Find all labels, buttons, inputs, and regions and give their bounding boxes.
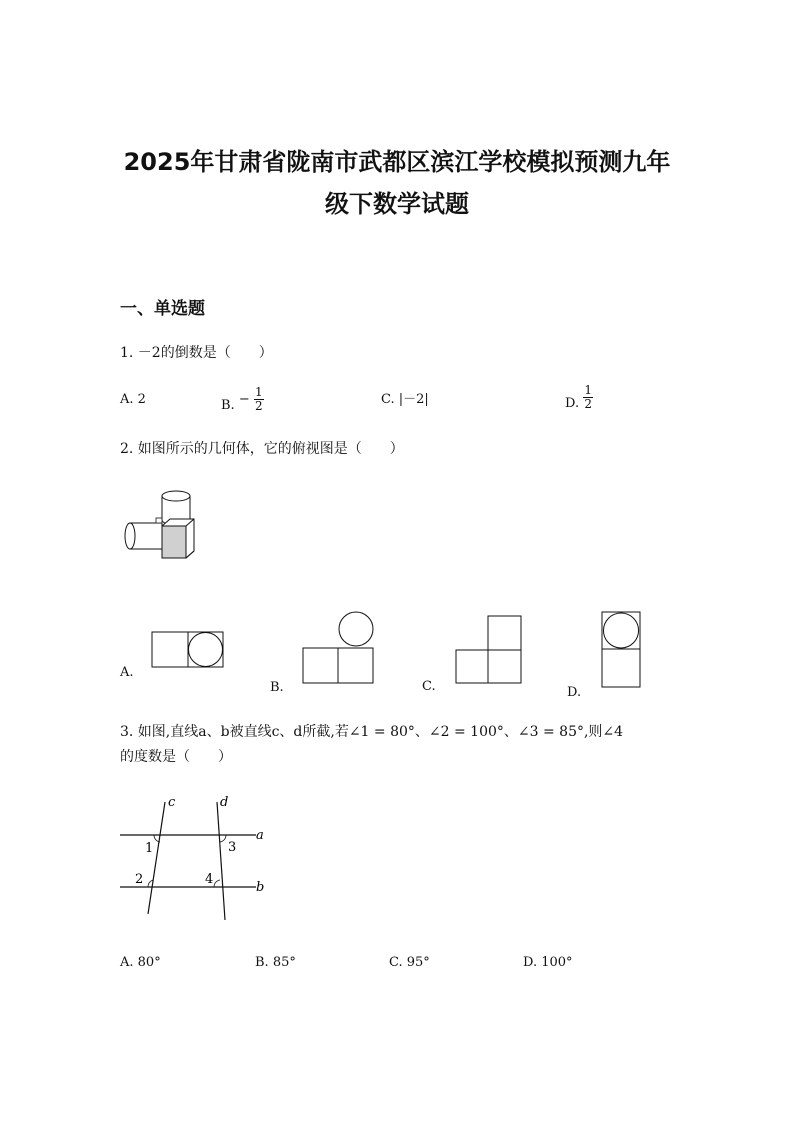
question-3-option-c: C. 95° (389, 955, 430, 970)
question-3-stem-line1: 3. 如图,直线a、b被直线c、d所截,若∠1 = 80°、∠2 = 100°、∠3 = 85°,则∠4 (120, 724, 624, 740)
question-3-stem-line2: 的度数是（ ） (120, 749, 232, 765)
option-d-fraction (583, 384, 593, 411)
label-angle-4: 4 (205, 872, 214, 887)
question-1-option-d (565, 382, 593, 411)
option-d-numerator: 1 (584, 383, 593, 397)
question-2-option-c-figure (453, 614, 525, 686)
question-1-option-a: A. 2 (120, 392, 146, 407)
label-c: c (168, 795, 176, 810)
question-2-option-c-label: C. (422, 679, 436, 694)
question-3-lines-figure (118, 792, 278, 922)
label-angle-3: 3 (228, 840, 237, 855)
option-d-denominator: 2 (584, 397, 593, 411)
question-2-option-b-figure (300, 610, 378, 688)
option-b-label: B. (221, 398, 235, 413)
question-3-option-a: A. 80° (120, 955, 161, 970)
question-2-solid-figure (120, 486, 200, 562)
label-angle-1: 1 (145, 841, 154, 856)
question-3-option-b: B. 85° (255, 955, 296, 970)
label-d: d (220, 795, 229, 810)
document-title-line2: 级下数学试题 (325, 190, 469, 218)
option-b-denominator: 2 (255, 399, 263, 413)
question-2-option-a-figure (150, 630, 226, 670)
question-1-option-c: C. |－2| (381, 392, 429, 407)
option-b-numerator: 1 (255, 385, 263, 399)
question-2-option-b-label: B. (270, 680, 284, 695)
label-b: b (256, 880, 265, 895)
question-2-option-a-label: A. (120, 665, 134, 680)
question-2-option-d-figure (600, 610, 644, 690)
question-1-stem: 1. －2的倒数是（ ） (120, 345, 273, 361)
label-angle-2: 2 (135, 872, 144, 887)
section-heading-single-choice: 一、单选题 (120, 299, 205, 319)
option-d-label: D. (565, 396, 580, 411)
label-a: a (256, 828, 264, 843)
question-2-option-d-label: D. (567, 685, 582, 700)
document-title-line1: 2025年甘肃省陇南市武都区滨江学校模拟预测九年 (123, 148, 671, 176)
option-b-fraction (254, 386, 264, 413)
question-2-stem: 2. 如图所示的几何体，它的俯视图是（ ） (120, 441, 404, 457)
option-b-sign: − (238, 392, 250, 407)
question-1-option-b (221, 384, 264, 413)
line-c (148, 802, 165, 914)
line-d (217, 802, 225, 920)
question-3-option-d: D. 100° (523, 955, 573, 970)
